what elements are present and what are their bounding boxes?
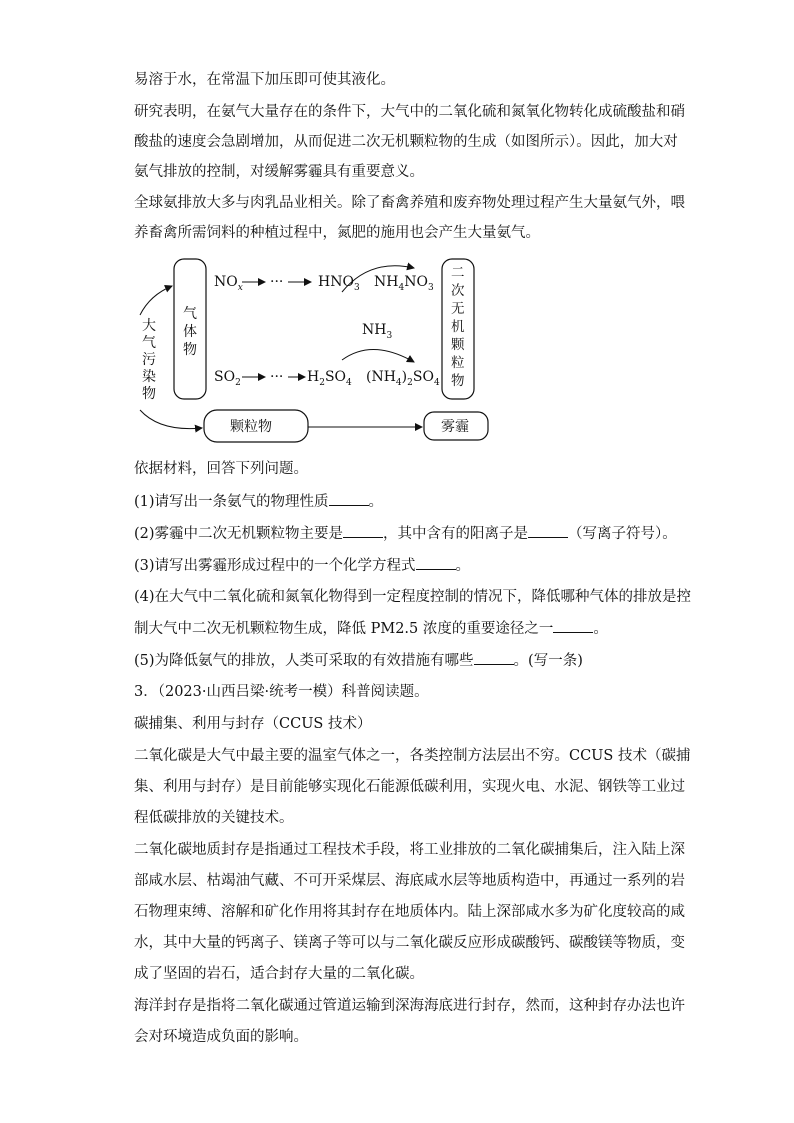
svg-text:H2SO4: $H_2SO_4$ <box>307 369 352 388</box>
svg-text:污: 污 <box>142 352 156 368</box>
answer-blank[interactable] <box>528 525 568 538</box>
questions-intro: 依据材料，回答下列问题。 <box>134 461 308 477</box>
svg-text:HNO3: $HNO_3$ <box>318 274 360 293</box>
nh3-label: $NH_3$ <box>362 322 393 341</box>
so2-row <box>214 369 440 388</box>
paragraph-line: 二氧化碳是大气中最主要的温室气体之一，各类控制方法层出不穷。CCUS 技术（碳捕 <box>134 748 691 764</box>
svg-text:(NH4)2SO4: $(NH_4)_2SO_4$ <box>366 369 440 388</box>
ammonia-haze-diagram <box>120 250 520 450</box>
svg-text:染: 染 <box>142 369 156 385</box>
answer-blank[interactable] <box>553 620 593 633</box>
h2so4-to-ammonium-sulfate-arrow <box>342 349 414 362</box>
source-to-gas-arrow <box>140 286 172 315</box>
paragraph-line: 石物理束缚、溶解和矿化作用将其封存在地质体内。陆上深部咸水多为矿化度较高的咸 <box>134 904 685 920</box>
paragraph-line: 成了坚固的岩石，适合封存大量的二氧化碳。 <box>134 966 424 982</box>
paragraph-line: 酸盐的速度会急剧增加，从而促进二次无机颗粒物的生成（如图所示）。因此，加大对 <box>134 134 678 150</box>
secondary-particle-label <box>451 265 465 389</box>
paragraph-line: 养畜禽所需饲料的种植过程中，氮肥的施用也会产生大量氨气。 <box>134 225 540 241</box>
problem-heading: 3．（2023·山西吕梁·统考一模）科普阅读题。 <box>134 684 429 700</box>
question-3: (3)请写出雾霾形成过程中的一个化学方程式 。 <box>134 558 471 574</box>
answer-blank[interactable] <box>416 557 456 570</box>
paragraph-line: 全球氨排放大多与肉乳品业相关。除了畜禽养殖和废弃物处理过程产生大量氨气外，喂 <box>134 195 685 211</box>
paragraph-line: 易溶于水，在常温下加压即可使其液化。 <box>134 72 395 88</box>
svg-text:大: 大 <box>142 318 156 334</box>
svg-text:粒: 粒 <box>451 355 465 371</box>
paragraph-line: 水，其中大量的钙离子、镁离子等可以与二氧化碳反应形成碳酸钙、碳酸镁等物质，变 <box>134 935 685 951</box>
question-2: (2)雾霾中二次无机颗粒物主要是 ，其中含有的阳离子是 （写离子符号）。 <box>134 526 677 542</box>
source-to-particles-arrow <box>140 410 202 429</box>
passage-title: 碳捕集、利用与封存（CCUS 技术） <box>134 716 372 732</box>
paragraph-line: 集、利用与封存）是目前能够实现化石能源低碳利用，实现火电、水泥、钢铁等工业过 <box>134 779 685 795</box>
paragraph-line: 程低碳排放的关键技术。 <box>134 810 294 826</box>
svg-text:···: ··· <box>270 369 284 385</box>
svg-text:颗: 颗 <box>451 337 465 353</box>
answer-blank[interactable] <box>343 525 383 538</box>
question-4-line-1: (4)在大气中二氧化硫和氮氧化物得到一定程度控制的情况下，降低哪种气体的排放是控 <box>134 589 692 605</box>
paragraph-line: 部咸水层、枯竭油气藏、不可开采煤层、海底咸水层等地质构造中，再通过一系列的岩 <box>134 873 685 889</box>
question-1: (1)请写出一条氨气的物理性质 。 <box>134 494 384 510</box>
nox-row <box>214 274 434 293</box>
svg-text:无: 无 <box>451 301 465 317</box>
paragraph-line: 海洋封存是指将二氧化碳通过管道运输到深海海底进行封存，然而，这种封存办法也许 <box>134 998 685 1014</box>
answer-blank[interactable] <box>474 652 514 665</box>
answer-blank[interactable] <box>329 493 369 506</box>
svg-text:NH4NO3: $NH_4NO_3$ <box>374 274 434 293</box>
question-4-line-2: 制大气中二次无机颗粒物生成，降低 PM2.5 浓度的重要途径之一 。 <box>134 621 608 637</box>
svg-text:气: 气 <box>183 306 197 322</box>
svg-text:气: 气 <box>142 335 156 351</box>
svg-text:物: 物 <box>183 342 197 358</box>
haze-label: 雾霾 <box>441 419 469 435</box>
paragraph-line: 二氧化碳地质封存是指通过工程技术手段，将工业排放的二氧化碳捕集后，注入陆上深 <box>134 842 685 858</box>
question-5: (5)为降低氨气的排放，人类可采取的有效措施有哪些 。(写一条) <box>134 653 583 669</box>
gas-label <box>183 306 197 358</box>
svg-text:机: 机 <box>451 319 465 335</box>
paragraph-line: 会对环境造成负面的影响。 <box>134 1029 308 1045</box>
paragraph-line: 氨气排放的控制，对缓解雾霾具有重要意义。 <box>134 164 424 180</box>
svg-text:体: 体 <box>183 324 197 340</box>
source-label <box>142 317 156 402</box>
svg-text:SO2: $SO_2$ <box>214 369 241 388</box>
svg-text:···: ··· <box>270 274 284 290</box>
particles-label: 颗粒物 <box>230 419 272 435</box>
svg-text:物: 物 <box>451 373 465 389</box>
svg-text:NOx: $NO_x$ <box>214 274 243 293</box>
paragraph-line: 研究表明，在氨气大量存在的条件下，大气中的二氧化硫和氮氧化物转化成硫酸盐和硝 <box>134 104 685 120</box>
svg-text:物: 物 <box>142 386 156 402</box>
svg-text:次: 次 <box>451 283 465 299</box>
svg-text:二: 二 <box>451 265 465 281</box>
